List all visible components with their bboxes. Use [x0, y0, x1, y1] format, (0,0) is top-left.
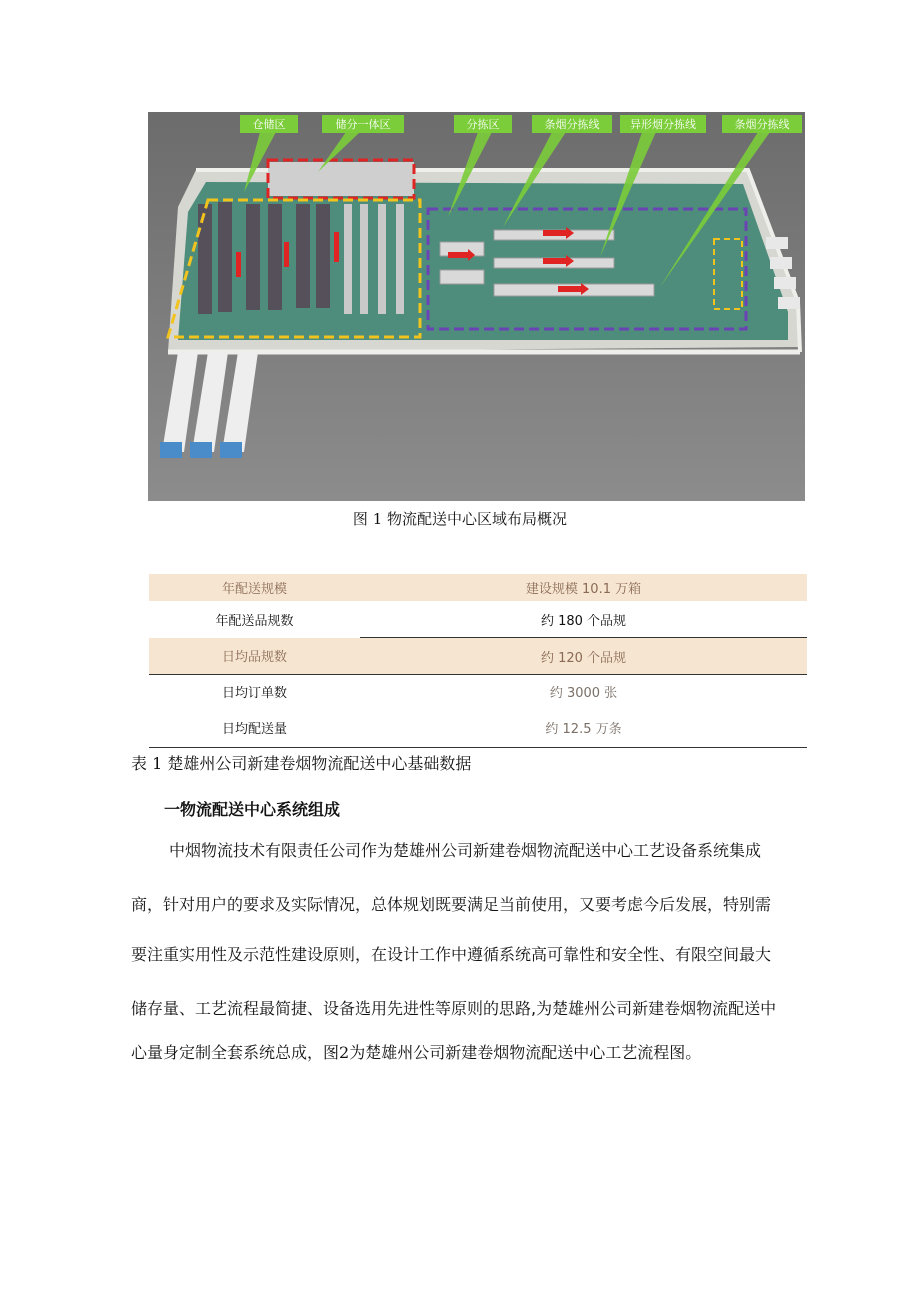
table-cell-value: 约 3000 张 [549, 686, 618, 701]
figure-caption-text: 物流配送中心区域布局概况 [387, 510, 568, 528]
table-row [149, 708, 807, 748]
zone-label-carton-line-2: 条烟分拣线 [734, 118, 790, 131]
table-row [149, 638, 807, 675]
table-cell-label: 年配送规模 [149, 574, 360, 601]
figure-caption-number: 1 [372, 510, 383, 528]
table-row [149, 574, 807, 601]
paragraph-line: 储存量、工艺流程最简捷、设备选用先进性等原则的思路,为楚雄州公司新建卷烟物流配送中 [131, 999, 777, 1018]
paragraph-text: 心量身定制全套系统总成，图 [131, 1043, 340, 1062]
paragraph-line: 商，针对用户的要求及实际情况，总体规划既要满足当前使用，又要考虑今后发展，特别需 [131, 895, 772, 914]
table-caption [131, 751, 471, 774]
zone-label-irregular-line: 异形烟分拣线 [630, 118, 696, 131]
zone-label-sorting: 分拣区 [466, 118, 500, 131]
table-caption-text: 楚雄州公司新建卷烟物流配送中心基础数据 [167, 754, 472, 773]
table-caption-number: 1 [152, 754, 163, 773]
section-heading: 一物流配送中心系统组成 [164, 800, 341, 819]
table-cell-label: 日均订单数 [221, 686, 287, 701]
table-caption-prefix: 表 [131, 754, 148, 773]
figure-caption [0, 508, 920, 529]
zone-label-store-sort: 储分一体区 [335, 118, 391, 131]
paragraph-line: 中烟物流技术有限责任公司作为楚雄州公司新建卷烟物流配送中心工艺设备系统集成 [169, 841, 762, 860]
table-cell-value: 建设规模 10.1 万箱 [360, 574, 807, 601]
zone-label-storage: 仓储区 [252, 118, 286, 131]
table-cell-value: 约 180 个品规 [360, 601, 807, 638]
basic-data-table [149, 574, 807, 748]
layout-figure [148, 112, 805, 501]
table-cell-label: 日均配送量 [149, 708, 360, 748]
table-cell-value: 约 12.5 万条 [360, 708, 807, 748]
table-cell-label: 日均品规数 [149, 638, 360, 675]
figure-reference-number: 2 [339, 1043, 350, 1062]
paragraph-line [131, 1040, 701, 1063]
table-cell-label: 年配送品规数 [215, 613, 294, 629]
table-row [149, 601, 807, 638]
paragraph-line: 要注重实用性及示范性建设原则，在设计工作中遵循系统高可靠性和安全性、有限空间最大 [131, 945, 772, 964]
figure-caption-prefix: 图 [352, 510, 368, 528]
table-cell-value: 约 120 个品规 [360, 638, 807, 675]
paragraph-text: 为楚雄州公司新建卷烟物流配送中心工艺流程图。 [349, 1043, 702, 1062]
table-row [149, 675, 807, 709]
zone-label-carton-line-1: 条烟分拣线 [544, 118, 600, 131]
warehouse-layout-image [148, 112, 805, 501]
